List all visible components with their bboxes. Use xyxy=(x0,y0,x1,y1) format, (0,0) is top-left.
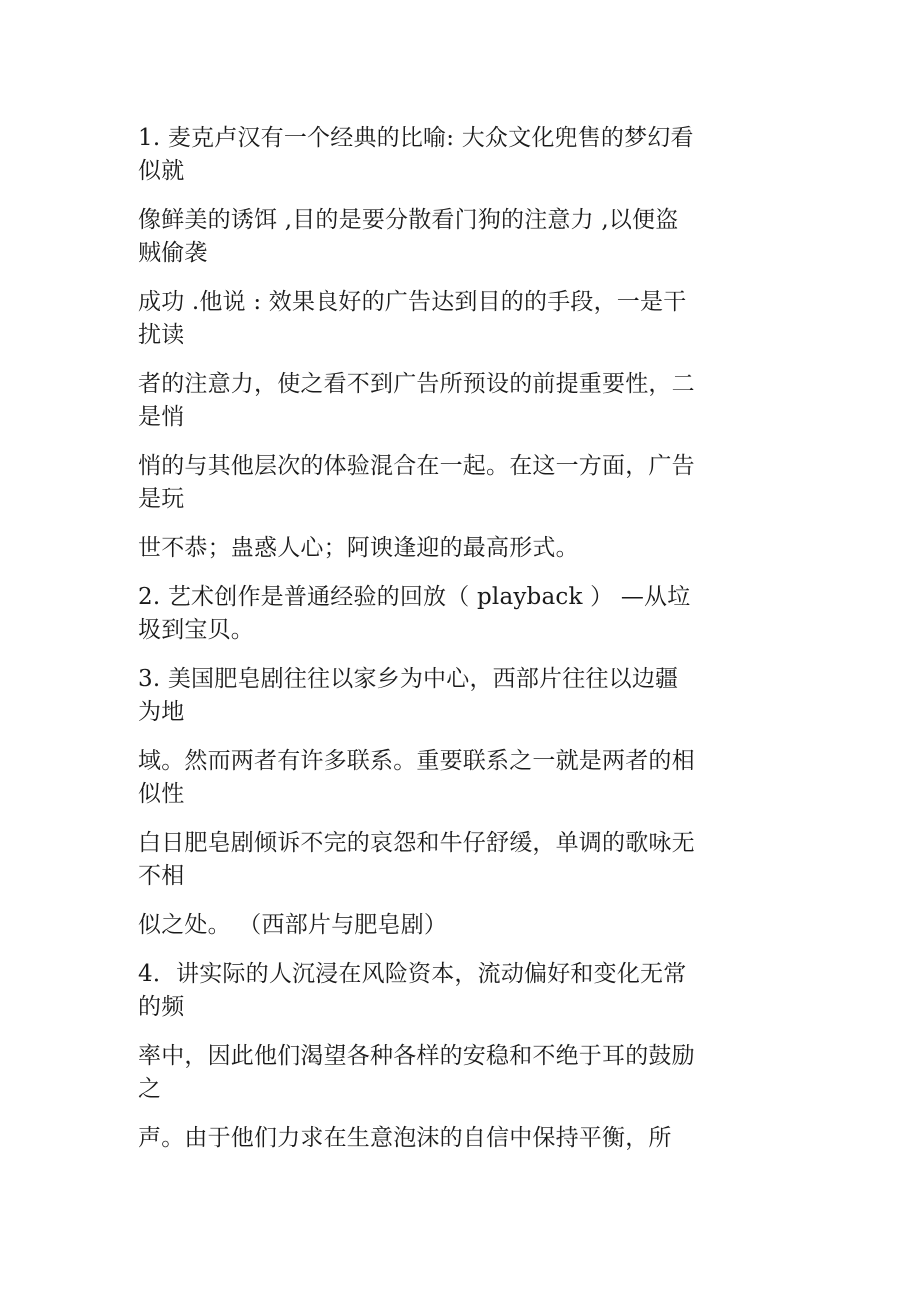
paragraph-2: 像鲜美的诱饵 ,目的是要分散看门狗的注意力 ,以便盗贼偷袭 xyxy=(138,207,679,266)
paragraph-4: 者的注意力，使之看不到广告所预设的前提重要性，二是悄 xyxy=(138,371,695,430)
paragraph-13: 率中，因此他们渴望各种各样的安稳和不绝于耳的鼓励之 xyxy=(138,1043,695,1102)
paragraph-7: 2. 艺术创作是普通经验的回放（ playback ） —从垃圾到宝贝。 xyxy=(138,584,691,643)
paragraph-9: 域。然而两者有许多联系。重要联系之一就是两者的相似性 xyxy=(138,748,695,807)
paragraph-12: 4．讲实际的人沉浸在风险资本，流动偏好和变化无常的频 xyxy=(138,961,687,1020)
paragraph-8: 3. 美国肥皂剧往往以家乡为中心，西部片往往以边疆为地 xyxy=(138,666,679,725)
paragraph-11: 似之处。 （西部片与肥皂剧） xyxy=(138,912,448,938)
document-body xyxy=(138,122,698,1171)
paragraph-1: 1. 麦克卢汉有一个经典的比喻: 大众文化兜售的梦幻看似就 xyxy=(138,125,694,184)
paragraph-14: 声。由于他们力求在生意泡沫的自信中保持平衡，所 xyxy=(138,1125,672,1151)
paragraph-3: 成功 .他说 : 效果良好的广告达到目的的手段，一是干扰读 xyxy=(138,289,687,348)
paragraph-10: 白日肥皂剧倾诉不完的哀怨和牛仔舒缓，单调的歌咏无不相 xyxy=(138,830,695,889)
paragraph-5: 悄的与其他层次的体验混合在一起。在这一方面，广告是玩 xyxy=(138,453,695,512)
paragraph-6: 世不恭；蛊惑人心；阿谀逢迎的最高形式。 xyxy=(138,535,579,561)
